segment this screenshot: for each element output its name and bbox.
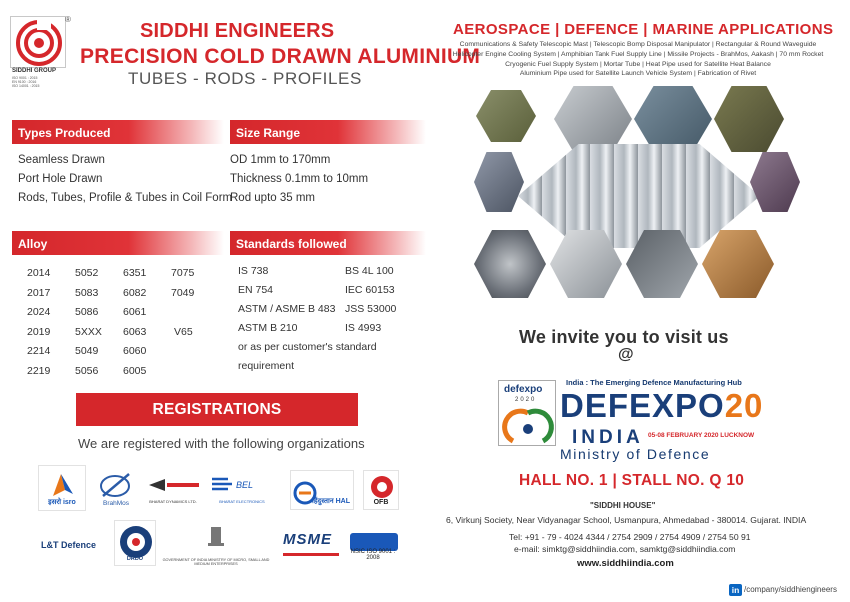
- alloy-item: 7049: [171, 286, 195, 299]
- engine-photo: [474, 230, 546, 298]
- alloy-item: 5049: [75, 345, 99, 357]
- alloy-column-2xxx: [27, 264, 50, 381]
- defexpo-small-logo: [498, 380, 556, 446]
- size-list: [230, 151, 368, 208]
- svg-text:BEL: BEL: [236, 480, 254, 490]
- waveguide-photo: [702, 230, 774, 298]
- registrations-subtitle: We are registered with the following organizations: [78, 436, 365, 451]
- logo-caption: SIDDHI GROUP: [12, 68, 57, 74]
- alloy-item: 5083: [75, 286, 99, 299]
- linkedin-icon[interactable]: in: [729, 584, 742, 596]
- lt-defence-label: L&T Defence: [41, 540, 97, 550]
- bdl-label: BHARAT DYNAMICS LTD.: [149, 499, 197, 504]
- standards-column-1: [238, 262, 335, 338]
- at-symbol: @: [618, 346, 634, 363]
- lt-defence-logo: [38, 522, 112, 570]
- headline: PRECISION COLD DRAWN ALUMINIUM: [80, 45, 481, 68]
- standard-item: IS 4993: [345, 322, 382, 334]
- alloy-item: 6061: [123, 306, 147, 318]
- alloy-item: 6060: [123, 345, 147, 357]
- bel-label: BHARAT ELECTRONICS: [219, 499, 265, 504]
- logo-certifications: [12, 76, 39, 88]
- alloy-item: 2219: [27, 364, 51, 377]
- rocket-photo: [750, 152, 800, 212]
- hall-stall: HALL NO. 1 | STALL NO. Q 10: [519, 472, 745, 489]
- types-list: [18, 151, 232, 208]
- siddhi-logo: [10, 16, 66, 68]
- size-item: Thickness 0.1mm to 10mm: [230, 173, 369, 185]
- defexpo-dates: 05-08 FEBRUARY 2020 LUCKNOW: [648, 432, 755, 439]
- alloy-item: 7075: [171, 267, 195, 279]
- msme-ministry-label: GOVERNMENT OF INDIA MINISTRY OF MICRO, SMALL AND MEDIUM ENTERPRISES: [162, 558, 270, 566]
- hal-logo: [290, 470, 354, 510]
- alloy-item: 6005: [123, 364, 147, 377]
- subheadline: TUBES - RODS - PROFILES: [128, 69, 362, 88]
- helicopter-photo: [554, 86, 632, 152]
- nsic-label: NSIC ISO 9001 : 2008: [350, 549, 396, 561]
- telephone: Tel: +91 - 79 - 4024 4344 / 2754 2909 / 2754 4909 / 2754 50 91: [509, 532, 751, 542]
- defexpo-india: INDIA: [572, 427, 644, 448]
- applications-line: Cryogenic Fuel Supply System | Mortar Tube | Heat Pipe used for Satellite Heat Balance: [505, 60, 771, 68]
- alloy-item: 6063: [123, 325, 147, 338]
- applications-line: Communications & Safety Telescopic Mast | Telescopic Bomp Disposal Manipulator | Rectangular & Round Waveguide: [459, 41, 817, 48]
- brahmos-label: BrahMos: [102, 500, 129, 507]
- alloy-item: [171, 303, 194, 323]
- defexpo-tagline: India : The Emerging Defence Manufacturing Hub: [566, 378, 742, 387]
- standard-item: EN 754: [238, 284, 274, 296]
- mast-photo: [474, 152, 524, 212]
- standard-item: ASTM / ASME B 483: [238, 303, 336, 315]
- standard-item: IEC 60153: [345, 284, 395, 296]
- alloy-item: 2214: [27, 345, 51, 357]
- cert-line: EN 9100 : 2016: [12, 80, 37, 85]
- drdo-label: DRDO: [126, 556, 144, 562]
- standard-item: BS 4L 100: [345, 265, 394, 277]
- applications-list: [432, 40, 844, 79]
- alloy-item: 5056: [75, 364, 99, 377]
- type-item: Seamless Drawn: [18, 154, 105, 166]
- company-name: SIDDHI ENGINEERS: [140, 20, 335, 42]
- bdl-icon: [145, 473, 203, 497]
- defexpo-title-number: 20: [724, 387, 764, 424]
- cert-line: ISO 14001 : 2015: [12, 84, 40, 89]
- linkedin-link[interactable]: /company/siddhiengineers: [744, 585, 837, 594]
- drdo-logo: [114, 520, 156, 566]
- defexpo-emblem-icon: [499, 405, 557, 445]
- alloy-column-7xxx: [171, 264, 194, 342]
- registered-mark: ®: [65, 15, 71, 24]
- alloy-item: 2017: [27, 286, 51, 299]
- bdl-logo: [144, 472, 202, 508]
- alloy-item: 6351: [123, 267, 147, 279]
- bel-logo: [205, 472, 279, 508]
- size-range-banner: Size Range: [230, 120, 426, 144]
- ofb-label: OFB: [373, 499, 389, 506]
- isro-label: इसरो isro: [48, 499, 76, 506]
- email[interactable]: e-mail: simktg@siddhiindia.com, samktg@siddhiindia.com: [514, 544, 736, 554]
- msme-underline: [283, 553, 339, 556]
- defexpo-title: [560, 388, 763, 424]
- alloy-item: 6082: [123, 286, 147, 299]
- standards-note: [238, 338, 377, 376]
- emblem-icon: [161, 523, 273, 549]
- alloy-item: 5086: [75, 306, 99, 318]
- types-produced-banner: Types Produced: [12, 120, 224, 144]
- soldiers-photo: [714, 86, 784, 152]
- standards-banner: Standards followed: [230, 231, 426, 255]
- warship-photo: [634, 86, 712, 152]
- msme-ministry-logo: [160, 522, 272, 570]
- alloy-banner: Alloy: [12, 231, 224, 255]
- alloy-item: 2024: [27, 306, 51, 318]
- msme-logo: [278, 522, 342, 568]
- msme-label: MSME: [283, 531, 332, 548]
- registrations-banner: REGISTRATIONS: [76, 393, 358, 426]
- nsic-logo: [346, 522, 400, 568]
- standard-item: ASTM B 210: [238, 322, 298, 334]
- isro-logo: [38, 465, 86, 511]
- defexpo-small-year: 2020: [515, 397, 537, 403]
- defexpo-ministry: Ministry of Defence: [560, 446, 711, 462]
- hal-label: हिंदुस्तान HAL: [312, 498, 350, 505]
- size-item: OD 1mm to 170mm: [230, 154, 331, 166]
- alloy-item: 2019: [27, 325, 51, 338]
- ofb-logo: [363, 470, 399, 510]
- type-item: Port Hole Drawn: [18, 173, 103, 185]
- alloy-item: V65: [174, 325, 193, 338]
- alloy-column-5xxx: [75, 264, 102, 381]
- defexpo-small-word: defexpo: [504, 384, 543, 395]
- siddhi-logo-icon: [11, 17, 67, 69]
- alloy-item: 5052: [75, 267, 99, 279]
- standards-column-2: [345, 262, 396, 338]
- address-name: "SIDDHI HOUSE": [590, 501, 656, 510]
- cert-line: ISO 9001 : 2015: [12, 76, 38, 80]
- alloy-item: 5XXX: [75, 325, 102, 338]
- standards-note-line: requirement: [238, 360, 295, 372]
- applications-hex-collage: [470, 86, 810, 316]
- address: 6, Virkunj Society, Near Vidyanagar School, Usmanpura, Ahmedabad - 380014. Gujarat. INDIA: [446, 515, 807, 525]
- standard-item: JSS 53000: [345, 303, 397, 315]
- tank-photo: [476, 90, 536, 142]
- type-item: Rods, Tubes, Profile & Tubes in Coil Form: [18, 192, 233, 204]
- alloy-column-6xxx: [123, 264, 146, 381]
- defexpo-title-word: DEFEXPO: [560, 387, 725, 424]
- invite-text: We invite you to visit us: [519, 327, 729, 347]
- standard-item: IS 738: [238, 265, 269, 277]
- size-item: Rod upto 35 mm: [230, 192, 316, 204]
- standards-note-line: or as per customer's standard: [238, 341, 377, 353]
- alloy-item: 2014: [27, 267, 51, 279]
- website-link[interactable]: www.siddhiindia.com: [577, 558, 674, 569]
- brahmos-logo: [92, 465, 140, 511]
- bel-icon: [206, 473, 280, 495]
- applications-line: Aluminium Pipe used for Satellite Launch Vehicle System | Fabrication of Rivet: [519, 70, 757, 78]
- applications-title: AEROSPACE | DEFENCE | MARINE APPLICATIONS: [453, 21, 834, 38]
- applications-line: Helicopter Engine Cooling System | Amphibian Tank Fuel Supply Line | Missile Projects - BrahMos, Aakash | 70 mm Rocket: [452, 50, 824, 58]
